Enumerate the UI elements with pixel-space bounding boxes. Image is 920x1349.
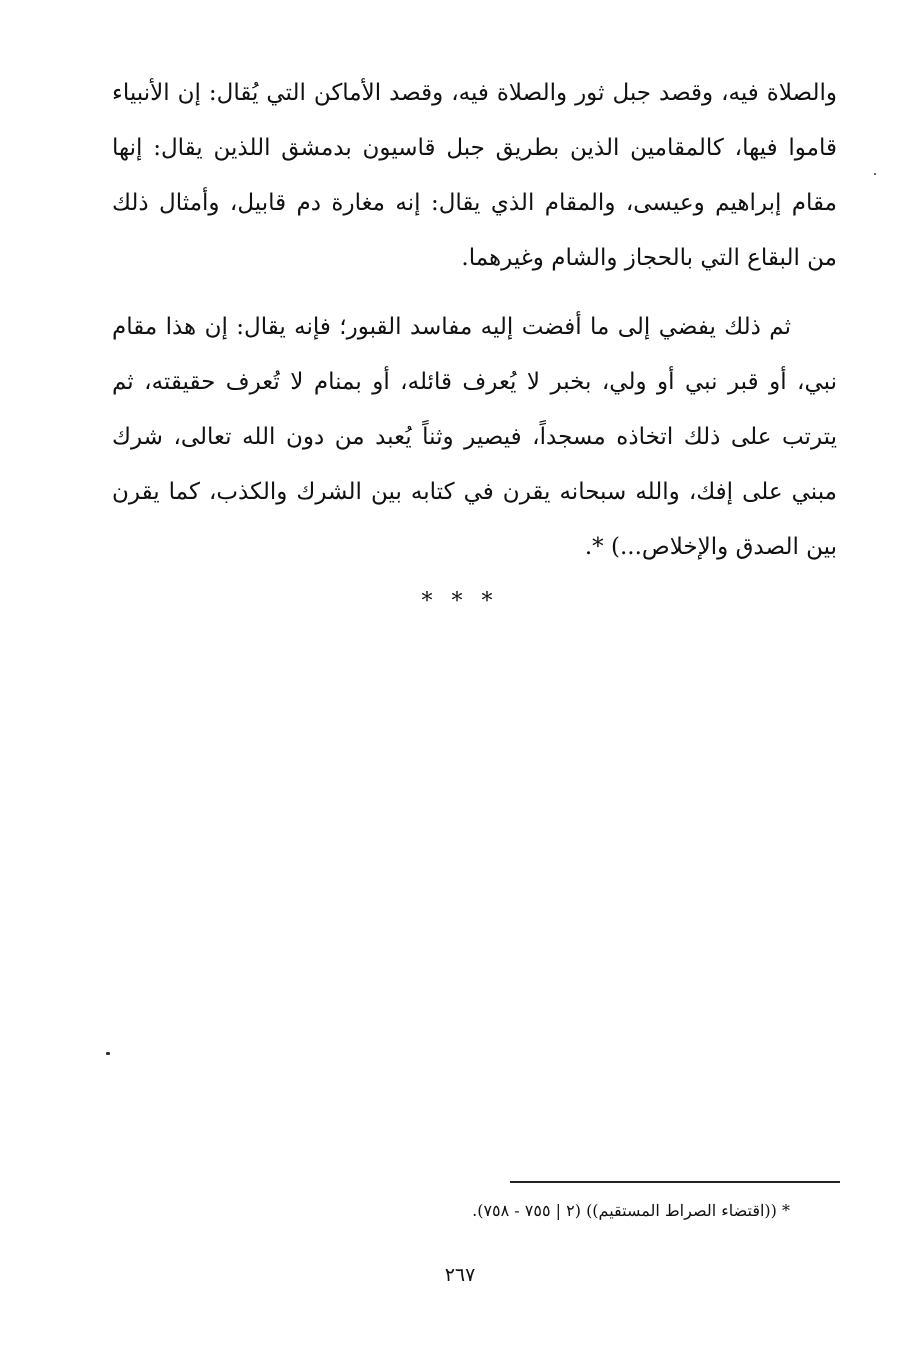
paragraph-2: ثم ذلك يفضي إلى ما أفضت إليه مفاسد القبور؛ فإنه يقال: إن هذا مقام نبي، أو قبر نبي أو ولي، بخبر لا يُعرف قائله، أو بمنام لا تُعرف حقيقته، ثم يترتب على ذلك اتخاذه مسجداً، فيصير وثناً يُعبد من دون الله تعالى، شرك مبني على إفك، والله سبحانه يقرن في كتابه بين الشرك والكذب، كما يقرن بين الصدق والإخلاص...) *.	[112, 314, 837, 560]
footnote-divider	[510, 1181, 840, 1183]
page-number: ٢٦٧	[444, 1264, 476, 1286]
footnote: * ((اقتضاء الصراط المستقيم)) (٢ | ٧٥٥ - ٧٥٨).	[472, 1201, 790, 1220]
scan-speck	[106, 1052, 110, 1055]
scan-speck	[874, 173, 876, 175]
section-separator: * * *	[421, 589, 499, 614]
main-text	[112, 66, 837, 575]
paragraph-1: والصلاة فيه، وقصد جبل ثور والصلاة فيه، وقصد الأماكن التي يُقال: إن الأنبياء قاموا فيها، كالمقامين الذين بطريق جبل قاسيون بدمشق اللذين يقال: إنها مقام إبراهيم وعيسى، والمقام الذي يقال: إنه مغارة دم قابيل، وأمثال ذلك من البقاع التي بالحجاز والشام وغيرهما.	[112, 80, 837, 271]
